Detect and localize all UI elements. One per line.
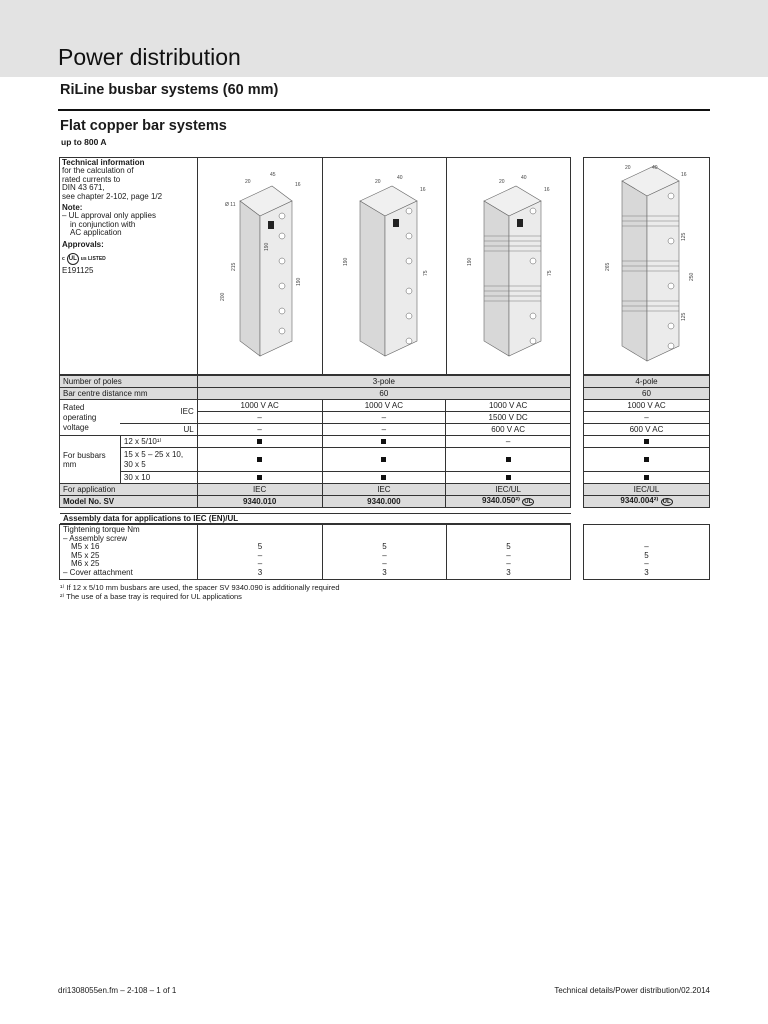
assembly-value: – <box>382 550 387 560</box>
assembly-heading: Assembly data for applications to IEC (EN)/UL <box>60 513 571 524</box>
model-number: 9340.010 <box>197 496 322 508</box>
table-row <box>584 424 710 436</box>
page-title: Power distribution <box>58 44 241 70</box>
footer-right: Technical details/Power distribution/02.2014 <box>554 986 710 995</box>
page-subtitle: RiLine busbar systems (60 mm) <box>60 82 279 98</box>
approvals-heading: Approvals: <box>62 239 104 249</box>
model-number-text: 9340.004²⁾ <box>620 496 659 505</box>
cell: IEC/UL <box>584 484 710 496</box>
filled-square-icon <box>381 457 386 462</box>
assembly-value: 5 <box>382 542 387 551</box>
table-row <box>60 400 571 412</box>
table-row <box>60 424 571 436</box>
assembly-value: – <box>257 550 263 560</box>
assembly-value: – <box>644 542 649 551</box>
assembly-value: 3 <box>506 567 511 577</box>
application-label: For application <box>60 484 198 496</box>
cell <box>322 448 446 472</box>
assembly-value: 3 <box>257 567 263 577</box>
assembly-values <box>583 543 710 577</box>
tech-info-line: DIN 43 671, <box>62 183 105 193</box>
model-number <box>446 496 571 508</box>
table-row <box>60 448 571 472</box>
note-line: – UL approval only applies <box>62 211 156 221</box>
ul-listed-text: us LISTED <box>80 255 106 262</box>
assembly-label: M6 x 25 <box>71 559 100 569</box>
note-heading: Note: <box>62 203 83 213</box>
ul-listed-logo: c UL us LISTED <box>62 253 196 265</box>
assembly-label: M5 x 25 <box>71 550 100 560</box>
busbar-drawing-9340000 <box>323 158 446 374</box>
drawing-label: 16 <box>295 182 301 188</box>
model-label: Model No. SV <box>60 496 198 508</box>
drawing-label: 190 <box>264 242 270 251</box>
table-row <box>584 472 710 484</box>
drawing-label: 16 <box>419 187 426 193</box>
filled-square-icon <box>381 475 386 480</box>
cell: 600 V AC <box>584 424 710 436</box>
cell <box>322 436 446 448</box>
cell: IEC <box>322 484 446 496</box>
model-number <box>584 496 710 508</box>
drawing-label: 190 <box>296 277 302 286</box>
divider <box>58 109 710 111</box>
filled-square-icon <box>644 439 649 444</box>
drawing-label: 75 <box>422 270 429 276</box>
cell: – <box>322 424 446 436</box>
centre-distance-label: Bar centre distance mm <box>60 388 198 400</box>
poles-value: 4-pole <box>584 376 710 388</box>
drawing-label: 20 <box>624 165 631 171</box>
cell <box>446 448 571 472</box>
poles-label: Number of poles <box>60 376 198 388</box>
drawing-label: 215 <box>231 262 237 271</box>
technical-information <box>62 159 196 278</box>
drawing-label: 40 <box>651 165 658 171</box>
cell: 1000 V AC <box>197 400 322 412</box>
ul-mark-icon: UL <box>524 499 533 505</box>
table-row <box>584 412 710 424</box>
assembly-value: 5 <box>644 550 649 560</box>
drawing-label: 190 <box>467 257 473 266</box>
drawing-label: 125 <box>680 312 687 321</box>
assembly-label: Tightening torque Nm <box>63 525 140 534</box>
cell <box>584 472 710 484</box>
poles-value: 3-pole <box>197 376 570 388</box>
centre-distance-value: 60 <box>584 388 710 400</box>
filled-square-icon <box>257 457 262 462</box>
assembly-value: – <box>382 559 387 569</box>
filled-square-icon <box>257 475 262 480</box>
section-title: Flat copper bar systems <box>60 118 227 134</box>
drawing-label: 125 <box>680 232 687 241</box>
assembly-value: – <box>506 559 511 569</box>
table-row <box>60 484 571 496</box>
footnote: ²⁾ The use of a base tray is required for UL applications <box>60 592 242 601</box>
table-row <box>60 472 571 484</box>
table-row <box>60 388 571 400</box>
cell: – <box>446 436 571 448</box>
table-row <box>584 496 710 508</box>
note-line: in conjunction with <box>70 219 136 229</box>
assembly-value: 3 <box>644 567 649 577</box>
cell <box>322 472 446 484</box>
drawing-label: 20 <box>499 179 505 185</box>
drawing-label: Ø 11 <box>225 202 236 208</box>
cell: – <box>197 424 322 436</box>
table-row <box>584 448 710 472</box>
drawing-label: 265 <box>604 262 611 271</box>
assembly-values <box>446 543 571 577</box>
filled-square-icon <box>506 457 511 462</box>
drawing-label: 16 <box>680 172 687 178</box>
busbar-size: 30 x 10 <box>120 472 197 484</box>
filled-square-icon <box>644 475 649 480</box>
table-row <box>60 376 571 388</box>
cell: IEC/UL <box>446 484 571 496</box>
cell: 1000 V AC <box>446 400 571 412</box>
table-row <box>584 484 710 496</box>
tech-info-line: rated currents to <box>62 174 121 184</box>
cell: 1500 V DC <box>446 412 571 424</box>
busbar-drawing-9340010 <box>198 158 322 374</box>
model-number: 9340.000 <box>322 496 446 508</box>
busbars-label: For busbars mm <box>60 436 121 484</box>
cell: – <box>322 412 446 424</box>
assembly-value: 5 <box>506 542 511 551</box>
assembly-label: – Cover attachment <box>63 567 133 577</box>
busbar-size: 12 x 5/10¹⁾ <box>120 436 197 448</box>
ul-mark-icon: UL <box>662 499 671 505</box>
filled-square-icon <box>257 439 262 444</box>
drawing-label: 40 <box>396 175 403 181</box>
cell: IEC <box>197 484 322 496</box>
filled-square-icon <box>381 439 386 444</box>
cell: – <box>584 412 710 424</box>
ul-mark-icon: UL <box>67 253 79 265</box>
table-row <box>60 436 571 448</box>
drawing-label: 190 <box>342 257 349 266</box>
assembly-value: – <box>644 559 649 569</box>
cell <box>197 436 322 448</box>
footnote: ¹⁾ If 12 x 5/10 mm busbars are used, the spacer SV 9340.090 is additionally required <box>60 583 340 592</box>
section-subtitle: up to 800 A <box>61 137 107 147</box>
assembly-values <box>197 543 323 577</box>
drawing-label: 20 <box>374 179 381 185</box>
approval-number: E191125 <box>62 266 94 276</box>
table-row <box>60 496 571 508</box>
assembly-value: 3 <box>382 567 387 577</box>
busbar-drawing-9340050 <box>447 158 571 374</box>
assembly-labels-cell <box>59 524 198 580</box>
drawing-label: 40 <box>521 175 527 181</box>
drawing-label: 16 <box>544 187 550 193</box>
drawing-label: 75 <box>547 270 553 276</box>
voltage-label: Rated operating voltage <box>60 400 121 436</box>
centre-distance-value: 60 <box>197 388 570 400</box>
tech-info-line: see chapter 2-102, page 1/2 <box>62 191 163 201</box>
model-number-text: 9340.050²⁾ <box>482 496 520 505</box>
iec-label: IEC <box>120 400 197 424</box>
drawing-label: 250 <box>688 272 695 281</box>
tech-info-line: for the calculation of <box>62 166 134 176</box>
assembly-value: – <box>506 550 511 560</box>
filled-square-icon <box>644 457 649 462</box>
cell: 1000 V AC <box>584 400 710 412</box>
cell <box>197 472 322 484</box>
drawing-label: 45 <box>270 172 276 178</box>
spec-table-4pole <box>583 375 710 508</box>
drawing-label: 200 <box>220 292 226 301</box>
busbar-drawing-9340004 <box>584 158 709 374</box>
cell <box>446 472 571 484</box>
ul-label: UL <box>120 424 197 436</box>
table-row <box>584 376 710 388</box>
spec-table <box>59 375 571 508</box>
table-row <box>584 436 710 448</box>
assembly-label: – Assembly screw <box>63 533 128 543</box>
drawing-label: 20 <box>245 179 251 185</box>
note-line: AC application <box>70 228 122 238</box>
cell <box>584 448 710 472</box>
tech-info-heading: Technical information <box>62 158 145 167</box>
busbar-size: 15 x 5 – 25 x 10, 30 x 5 <box>120 448 197 472</box>
cell <box>197 448 322 472</box>
cell: 600 V AC <box>446 424 571 436</box>
assembly-label: M5 x 16 <box>71 542 100 552</box>
table-row <box>584 400 710 412</box>
cell: 1000 V AC <box>322 400 446 412</box>
filled-square-icon <box>506 475 511 480</box>
assembly-values <box>322 543 447 577</box>
cell <box>584 436 710 448</box>
cell: – <box>197 412 322 424</box>
assembly-value: 5 <box>257 542 263 551</box>
footer-left: dri1308055en.fm – 2-108 – 1 of 1 <box>58 986 177 995</box>
assembly-value: – <box>257 559 263 569</box>
table-row <box>584 388 710 400</box>
